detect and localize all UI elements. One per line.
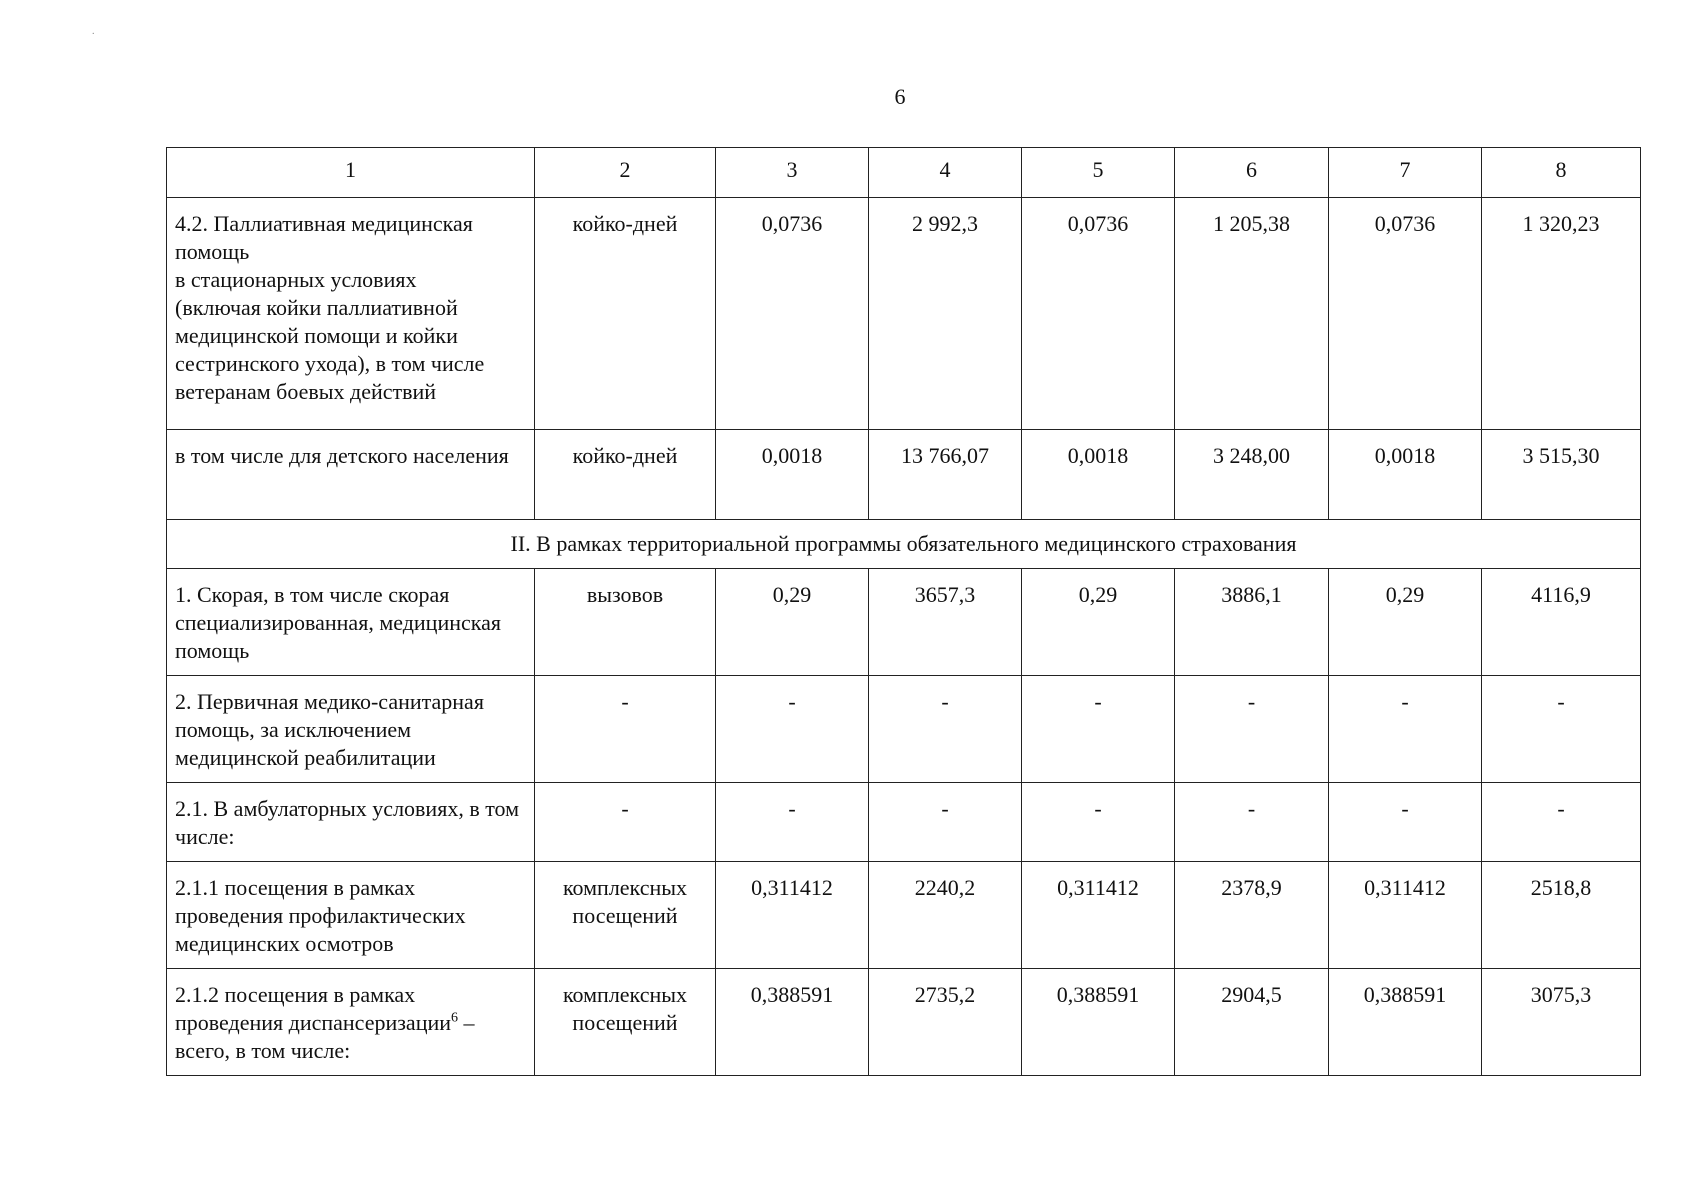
value-cell: - xyxy=(1482,783,1641,862)
value-cell: 0,0736 xyxy=(1329,198,1482,430)
value-cell: 0,311412 xyxy=(716,862,869,969)
table-row xyxy=(167,862,1641,969)
value-cell: 2518,8 xyxy=(1482,862,1641,969)
header-cell: 8 xyxy=(1482,148,1641,198)
value-cell: - xyxy=(716,783,869,862)
value-cell: 0,0736 xyxy=(1022,198,1175,430)
footnote-marker: 6 xyxy=(451,1010,459,1026)
header-cell: 5 xyxy=(1022,148,1175,198)
value-cell: - xyxy=(1482,676,1641,783)
section-row xyxy=(167,520,1641,569)
header-cell: 3 xyxy=(716,148,869,198)
header-cell: 6 xyxy=(1175,148,1329,198)
value-cell: 3 248,00 xyxy=(1175,430,1329,520)
table-row xyxy=(167,783,1641,862)
unit-cell: - xyxy=(535,676,716,783)
value-cell: 0,0018 xyxy=(716,430,869,520)
value-cell: 2 992,3 xyxy=(869,198,1022,430)
scan-mark: . xyxy=(92,26,95,37)
row-label-text: 2.1.2 посещения в рамках проведения диспансеризации xyxy=(175,982,452,1035)
unit-cell: комплексных посещений xyxy=(535,862,716,969)
row-label: 2.1. В амбулаторных условиях, в том числе: xyxy=(167,783,535,862)
row-label: 2. Первичная медико-санитарная помощь, за исключением медицинской реабилитации xyxy=(167,676,535,783)
table-row xyxy=(167,676,1641,783)
value-cell: 3075,3 xyxy=(1482,969,1641,1076)
value-cell: 2240,2 xyxy=(869,862,1022,969)
value-cell: - xyxy=(869,676,1022,783)
unit-cell: - xyxy=(535,783,716,862)
value-cell: 0,0018 xyxy=(1329,430,1482,520)
value-cell: - xyxy=(1175,676,1329,783)
value-cell: 0,29 xyxy=(1022,569,1175,676)
table-row xyxy=(167,969,1641,1076)
row-label: в том числе для детского населения xyxy=(167,430,535,520)
header-cell: 4 xyxy=(869,148,1022,198)
column-number-row xyxy=(167,148,1641,198)
header-cell: 2 xyxy=(535,148,716,198)
value-cell: 2904,5 xyxy=(1175,969,1329,1076)
value-cell: 0,388591 xyxy=(1022,969,1175,1076)
value-cell: - xyxy=(716,676,869,783)
value-cell: 2378,9 xyxy=(1175,862,1329,969)
table-row xyxy=(167,198,1641,430)
unit-cell: комплексных посещений xyxy=(535,969,716,1076)
row-label: 1. Скорая, в том числе скорая специализированная, медицинская помощь xyxy=(167,569,535,676)
table-row xyxy=(167,430,1641,520)
unit-cell: койко-дней xyxy=(535,198,716,430)
value-cell: 0,0736 xyxy=(716,198,869,430)
section-title: II. В рамках территориальной программы обязательного медицинского страхования xyxy=(167,520,1641,569)
header-cell: 7 xyxy=(1329,148,1482,198)
value-cell: 2735,2 xyxy=(869,969,1022,1076)
value-cell: - xyxy=(1022,783,1175,862)
value-cell: 0,311412 xyxy=(1329,862,1482,969)
value-cell: - xyxy=(1175,783,1329,862)
page-number: 6 xyxy=(894,84,906,109)
value-cell: - xyxy=(1329,783,1482,862)
value-cell: 3 515,30 xyxy=(1482,430,1641,520)
value-cell: 0,29 xyxy=(1329,569,1482,676)
value-cell: 0,388591 xyxy=(716,969,869,1076)
unit-cell: вызовов xyxy=(535,569,716,676)
value-cell: 0,388591 xyxy=(1329,969,1482,1076)
value-cell: - xyxy=(869,783,1022,862)
row-label xyxy=(167,969,535,1076)
data-table xyxy=(166,147,1641,1076)
value-cell: 1 205,38 xyxy=(1175,198,1329,430)
unit-cell: койко-дней xyxy=(535,430,716,520)
value-cell: 3886,1 xyxy=(1175,569,1329,676)
value-cell: 3657,3 xyxy=(869,569,1022,676)
value-cell: 4116,9 xyxy=(1482,569,1641,676)
value-cell: 0,29 xyxy=(716,569,869,676)
row-label-tail: – всего, в том числе: xyxy=(175,1010,475,1063)
value-cell: 0,0018 xyxy=(1022,430,1175,520)
value-cell: - xyxy=(1022,676,1175,783)
header-cell: 1 xyxy=(167,148,535,198)
row-label: 2.1.1 посещения в рамках проведения профилактических медицинских осмотров xyxy=(167,862,535,969)
value-cell: 0,311412 xyxy=(1022,862,1175,969)
value-cell: 1 320,23 xyxy=(1482,198,1641,430)
value-cell: 13 766,07 xyxy=(869,430,1022,520)
table-row xyxy=(167,569,1641,676)
value-cell: - xyxy=(1329,676,1482,783)
row-label: 4.2. Паллиативная медицинская помощь в стационарных условиях (включая койки паллиативной медицинской помощи и койки сестринского ухода), в том числе ветеранам боевых действий xyxy=(167,198,535,430)
